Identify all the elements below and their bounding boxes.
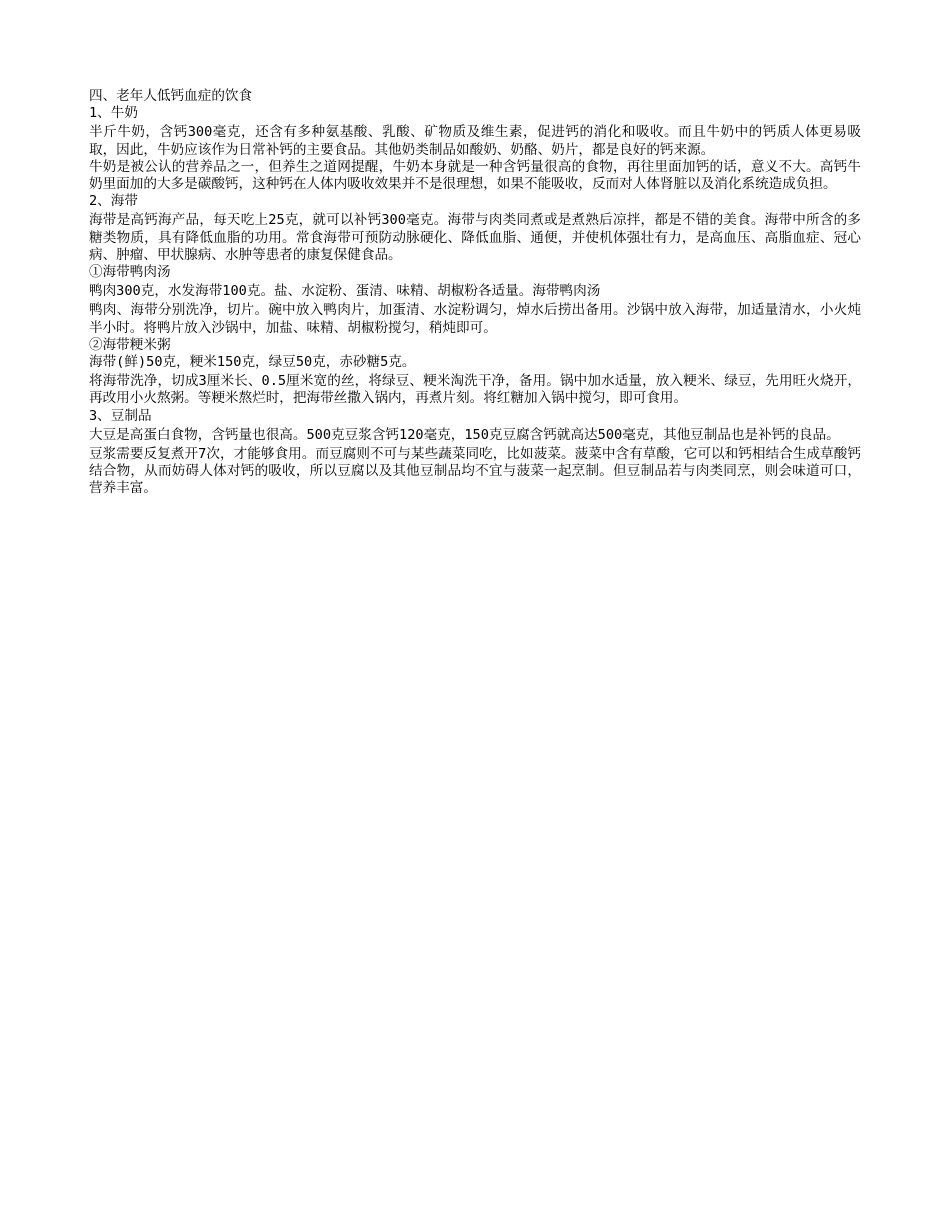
recipe-ingredients: 海带(鲜)50克，粳米150克，绿豆50克，赤砂糖5克。 xyxy=(89,354,416,371)
paragraph: 海带是高钙海产品，每天吃上25克，就可以补钙300毫克。海带与肉类同煮或是煮熟后凉拌，都是不错的美食。海带中所含的多糖类物质，具有降低血脂的功用。常食海带可预防动脉硬化、降低血脂、通便，并使机体强壮有力，是高血压、高脂血症、冠心病、肿瘤、甲状腺病、水肿等患者的康复保健食品。 xyxy=(89,212,861,263)
section-heading-kelp: 2、海带 xyxy=(89,193,138,210)
document-title: 四、老年人低钙血症的饮食 xyxy=(89,88,253,104)
paragraph: 牛奶是被公认的营养品之一，但养生之道网提醒，牛奶本身就是一种含钙量很高的食物，再往里面加钙的话，意义不大。高钙牛奶里面加的大多是碳酸钙，这种钙在人体内吸收效果并不是很理想，如果不能吸收，反而对人体肾脏以及消化系统造成负担。 xyxy=(89,158,861,193)
paragraph: 半斤牛奶，含钙300毫克，还含有多种氨基酸、乳酸、矿物质及维生素，促进钙的消化和吸收。而且牛奶中的钙质人体更易吸取，因此，牛奶应该作为日常补钙的主要食品。其他奶类制品如酸奶、奶酪、奶片，都是良好的钙来源。 xyxy=(89,124,861,158)
section-heading-milk: 1、牛奶 xyxy=(89,105,138,122)
recipe-ingredients: 鸭肉300克，水发海带100克。盐、水淀粉、蛋清、味精、胡椒粉各适量。海带鸭肉汤 xyxy=(89,283,601,300)
document-body xyxy=(89,88,861,498)
recipe-method: 鸭肉、海带分别洗净，切片。碗中放入鸭肉片，加蛋清、水淀粉调匀，焯水后捞出备用。沙锅中放入海带，加适量清水，小火炖半小时。将鸭片放入沙锅中，加盐、味精、胡椒粉搅匀，稍炖即可。 xyxy=(89,302,861,336)
section-heading-soy: 3、豆制品 xyxy=(89,407,152,424)
recipe-title: ①海带鸭肉汤 xyxy=(89,264,171,281)
paragraph: 豆浆需要反复煮开7次，才能够食用。而豆腐则不可与某些蔬菜同吃，比如菠菜。菠菜中含有草酸，它可以和钙相结合生成草酸钙结合物，从而妨碍人体对钙的吸收，所以豆腐以及其他豆制品均不宜与菠菜一起烹制。但豆制品若与肉类同烹，则会味道可口，营养丰富。 xyxy=(89,446,861,497)
recipe-method: 将海带洗净，切成3厘米长、0.5厘米宽的丝，将绿豆、粳米淘洗干净，备用。锅中加水适量，放入粳米、绿豆，先用旺火烧开，再改用小火熬粥。等粳米熬烂时，把海带丝撒入锅内，再煮片刻。将红糖加入锅中搅匀，即可食用。 xyxy=(89,373,861,407)
paragraph: 大豆是高蛋白食物，含钙量也很高。500克豆浆含钙120毫克，150克豆腐含钙就高达500毫克，其他豆制品也是补钙的良品。 xyxy=(89,426,840,443)
recipe-title: ②海带粳米粥 xyxy=(89,336,171,353)
